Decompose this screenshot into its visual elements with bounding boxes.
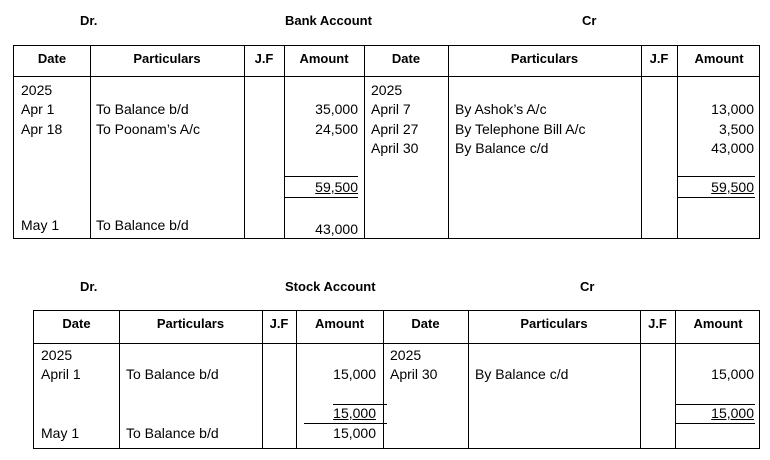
stock-cr-amount-header: Amount	[693, 316, 743, 331]
stock-dr-row1-date: April 1	[41, 366, 81, 382]
bank-table	[13, 45, 760, 239]
bank-dr-row1-particulars: To Balance b/d	[96, 101, 189, 117]
stock-dr-date-header: Date	[62, 316, 91, 331]
bank-dr-date-header: Date	[37, 51, 67, 66]
bank-dr-carry-date: May 1	[21, 217, 60, 233]
bank-cr-particulars-header: Particulars	[510, 51, 579, 66]
stock-dr-amount-header: Amount	[314, 316, 365, 331]
bank-dr-year: 2025	[21, 82, 53, 98]
stock-cr-row1-amount: 15,000	[711, 366, 754, 382]
stock-header-rule	[34, 343, 759, 344]
bank-cr-row1-amount: 13,000	[711, 101, 754, 117]
stock-cr-row1-particulars: By Balance c/d	[475, 366, 569, 382]
bank-dr-label: Dr.	[80, 13, 98, 28]
bank-dr-row1-amount: 35,000	[315, 101, 358, 117]
bank-dr-particulars-header: Particulars	[133, 51, 201, 66]
bank-dr-row2-date: Apr 18	[21, 121, 63, 137]
stock-cr-particulars-header: Particulars	[520, 316, 588, 331]
bank-dr-total-bottomline	[284, 197, 358, 198]
stock-dr-year: 2025	[41, 347, 73, 363]
bank-cr-total: 59,500	[711, 179, 754, 195]
bank-cr-row2-particulars: By Telephone Bill A/c	[455, 121, 586, 137]
bank-cr-row2-date: April 27	[371, 121, 419, 137]
bank-cr-total-bottomline	[677, 197, 755, 198]
bank-cr-row3-particulars: By Balance c/d	[455, 140, 549, 156]
bank-dr-carry-amount: 43,000	[315, 221, 358, 237]
stock-cr-date-header: Date	[411, 316, 440, 331]
bank-dr-row2-amount: 24,500	[315, 121, 358, 137]
stock-dr-jf-header: J.F	[269, 316, 289, 331]
stock-dr-carry-particulars: To Balance b/d	[126, 425, 219, 441]
bank-cr-date-header: Date	[391, 51, 421, 66]
stock-cr-label: Cr	[580, 279, 595, 294]
bank-cr-jf-header: J.F	[649, 51, 669, 66]
stock-table	[33, 310, 760, 449]
bank-dr-total: 59,500	[315, 179, 358, 195]
bank-cr-amount-header: Amount	[694, 51, 744, 66]
bank-dr-row1-date: Apr 1	[21, 101, 55, 117]
stock-cr-total: 15,000	[711, 405, 754, 421]
stock-dr-carry-amount: 15,000	[333, 425, 376, 441]
stock-dr-row1-particulars: To Balance b/d	[126, 366, 219, 382]
stock-dr-carry-date: May 1	[41, 425, 80, 441]
stock-dr-label: Dr.	[80, 279, 98, 294]
bank-dr-total-topline	[284, 176, 358, 177]
bank-dr-row2-particulars: To Poonam’s A/c	[96, 121, 201, 137]
bank-cr-label: Cr	[582, 13, 597, 28]
bank-dr-carry-particulars: To Balance b/d	[96, 217, 189, 233]
stock-cr-total-bottomline	[675, 423, 755, 424]
stock-cr-row1-date: April 30	[390, 366, 438, 382]
bank-title: Bank Account	[285, 13, 372, 28]
stock-cr-year: 2025	[390, 347, 422, 363]
bank-cr-year: 2025	[371, 82, 403, 98]
bank-cr-total-topline	[677, 176, 755, 177]
bank-cr-row3-amount: 43,000	[711, 140, 754, 156]
bank-dr-amount-header: Amount	[299, 51, 349, 66]
bank-header-rule	[14, 76, 759, 77]
stock-dr-total-bottomline	[304, 423, 387, 424]
bank-cr-row1-date: April 7	[371, 101, 411, 117]
bank-cr-row2-amount: 3,500	[718, 121, 754, 137]
bank-dr-jf-header: J.F	[254, 51, 274, 66]
stock-cr-jf-header: J.F	[648, 316, 667, 331]
stock-dr-total: 15,000	[333, 405, 376, 421]
bank-cr-row1-particulars: By Ashok’s A/c	[455, 101, 547, 117]
bank-cr-row3-date: April 30	[371, 140, 419, 156]
stock-dr-particulars-header: Particulars	[156, 316, 225, 331]
stock-dr-row1-amount: 15,000	[333, 366, 376, 382]
stock-title: Stock Account	[285, 279, 376, 294]
